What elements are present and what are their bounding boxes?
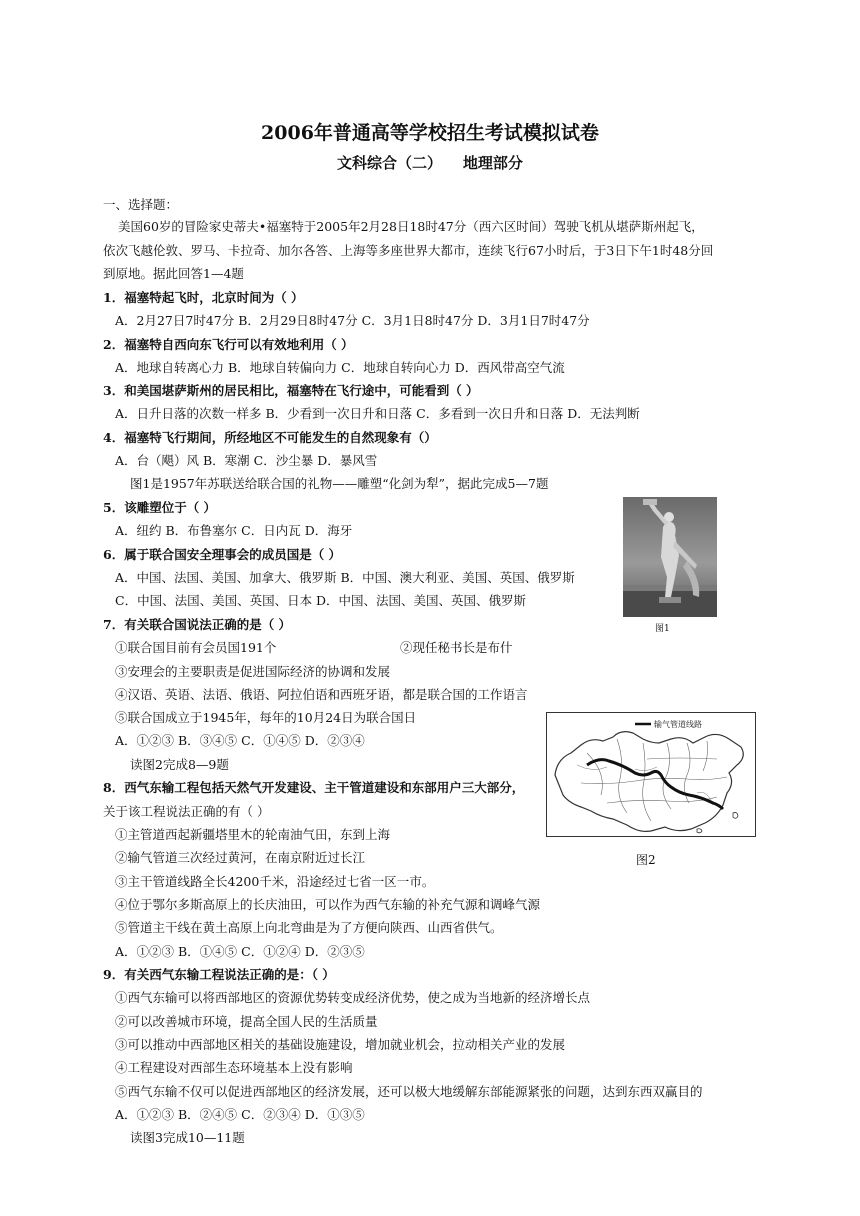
q9-statement-3: ③可以推动中西部地区相关的基础设施建设，增加就业机会，拉动相关产业的发展	[115, 1037, 566, 1052]
q8-statement-2: ②输气管道三次经过黄河，在南京附近过长江	[115, 850, 366, 865]
page-title: 2006年普通高等学校招生考试模拟试卷	[261, 122, 599, 144]
sculpture-photo	[623, 497, 717, 617]
intro-line-1: 美国60岁的冒险家史蒂夫•福塞特于2005年2月28日18时47分（西六区时间）驾驶飞机从堪萨斯州起飞，	[118, 219, 704, 234]
q8-statement-3: ③主干管道线路全长4200千米，沿途经过七省一区一市。	[115, 874, 435, 889]
q6-options-row1: A．中国、法国、美国、加拿大、俄罗斯 B．中国、澳大利亚、美国、英国、俄罗斯	[115, 570, 575, 585]
q7-statement-2: ②现任秘书长是布什	[400, 640, 513, 655]
q8-statement-4: ④位于鄂尔多斯高原上的长庆油田，可以作为西气东输的补充气源和调峰气源	[115, 897, 541, 912]
q5-options: A．纽约 B．布鲁塞尔 C．日内瓦 D．海牙	[115, 523, 353, 538]
q5-stem: 5．该雕塑位于（ ）	[103, 500, 217, 515]
china-map-icon	[547, 713, 755, 836]
q7-stem: 7．有关联合国说法正确的是（ ）	[103, 617, 292, 632]
section-heading: 一、选择题：	[103, 197, 179, 212]
sculpture-photo-icon	[623, 497, 717, 617]
q4-options: A．台（飓）风 B．寒潮 C．沙尘暴 D．暴风雪	[115, 453, 378, 468]
fig1-caption: 图1	[655, 624, 670, 634]
q1-stem: 1．福塞特起飞时，北京时间为（ ）	[103, 290, 304, 305]
q8-options: A．①②③ B．①④⑤ C．①②④ D．②③⑤	[115, 944, 365, 959]
q9-statement-5: ⑤西气东输不仅可以促进西部地区的经济发展，还可以极大地缓解东部能源紧张的问题，达到东西双赢目的	[115, 1084, 703, 1099]
intro-line-2: 依次飞越伦敦、罗马、卡拉奇、加尔各答、上海等多座世界大都市，连续飞行67小时后，于3日下午1时48分回	[103, 243, 714, 258]
q7-statement-3: ③安理会的主要职责是促进国际经济的协调和发展	[115, 664, 391, 679]
q7-statement-1: ①联合国目前有会员国191个	[115, 640, 277, 655]
q8-statement-1: ①主管道西起新疆塔里木的轮南油气田，东到上海	[115, 827, 391, 842]
q3-options: A．日升日落的次数一样多 B．少看到一次日升和日落 C．多看到一次日升和日落 D．无法判断	[115, 406, 640, 421]
q7-statement-5: ⑤联合国成立于1945年，每年的10月24日为联合国日	[115, 710, 417, 725]
q9-statement-1: ①西气东输可以将西部地区的资源优势转变成经济优势，使之成为当地新的经济增长点	[115, 990, 591, 1005]
q8-stem-1: 8．西气东输工程包括天然气开发建设、主干管道建设和东部用户三大部分，	[103, 780, 525, 795]
q6-stem: 6．属于联合国安全理事会的成员国是（ ）	[103, 547, 342, 562]
q6-options-row2: C．中国、法国、美国、英国、日本 D．中国、法国、美国、英国、俄罗斯	[115, 593, 527, 608]
q3-stem: 3．和美国堪萨斯州的居民相比，福塞特在飞行途中，可能看到（ ）	[103, 383, 479, 398]
q8-statement-5: ⑤管道主干线在黄土高原上向北弯曲是为了方便向陕西、山西省供气。	[115, 920, 503, 935]
q9-statement-2: ②可以改善城市环境，提高全国人民的生活质量	[115, 1014, 378, 1029]
fig2-caption: 图2	[636, 853, 656, 867]
fig3-intro: 读图3完成10—11题	[130, 1130, 245, 1145]
q2-options: A．地球自转离心力 B．地球自转偏向力 C．地球自转向心力 D．西风带高空气流	[115, 360, 565, 375]
q2-stem: 2．福塞特自西向东飞行可以有效地利用（ ）	[103, 337, 354, 352]
q8-stem-2: 关于该工程说法正确的有（ ）	[103, 804, 270, 819]
intro-line-3: 到原地。据此回答1—4题	[103, 266, 244, 281]
page-subtitle: 文科综合（二） 地理部分	[337, 154, 523, 172]
china-pipeline-map	[546, 712, 756, 837]
fig1-intro: 图1是1957年苏联送给联合国的礼物——雕塑“化剑为犁”，据此完成5—7题	[130, 476, 549, 491]
q9-options: A．①②③ B．②④⑤ C．②③④ D．①③⑤	[115, 1107, 365, 1122]
q9-statement-4: ④工程建设对西部生态环境基本上没有影响	[115, 1060, 353, 1075]
q4-stem: 4．福塞特飞行期间，所经地区不可能发生的自然现象有（）	[103, 430, 437, 445]
fig2-intro: 读图2完成8—9题	[130, 757, 229, 772]
q7-options: A．①②③ B．③④⑤ C．①④⑤ D．②③④	[115, 733, 365, 748]
q9-stem: 9．有关西气东输工程说法正确的是：（ ）	[103, 967, 335, 982]
q1-options: A．2月27日7时47分 B．2月29日8时47分 C．3月1日8时47分 D．3月1日7时47分	[115, 313, 590, 328]
legend-label: 输气管道线路	[654, 720, 702, 729]
q7-statement-4: ④汉语、英语、法语、俄语、阿拉伯语和西班牙语，都是联合国的工作语言	[115, 687, 528, 702]
